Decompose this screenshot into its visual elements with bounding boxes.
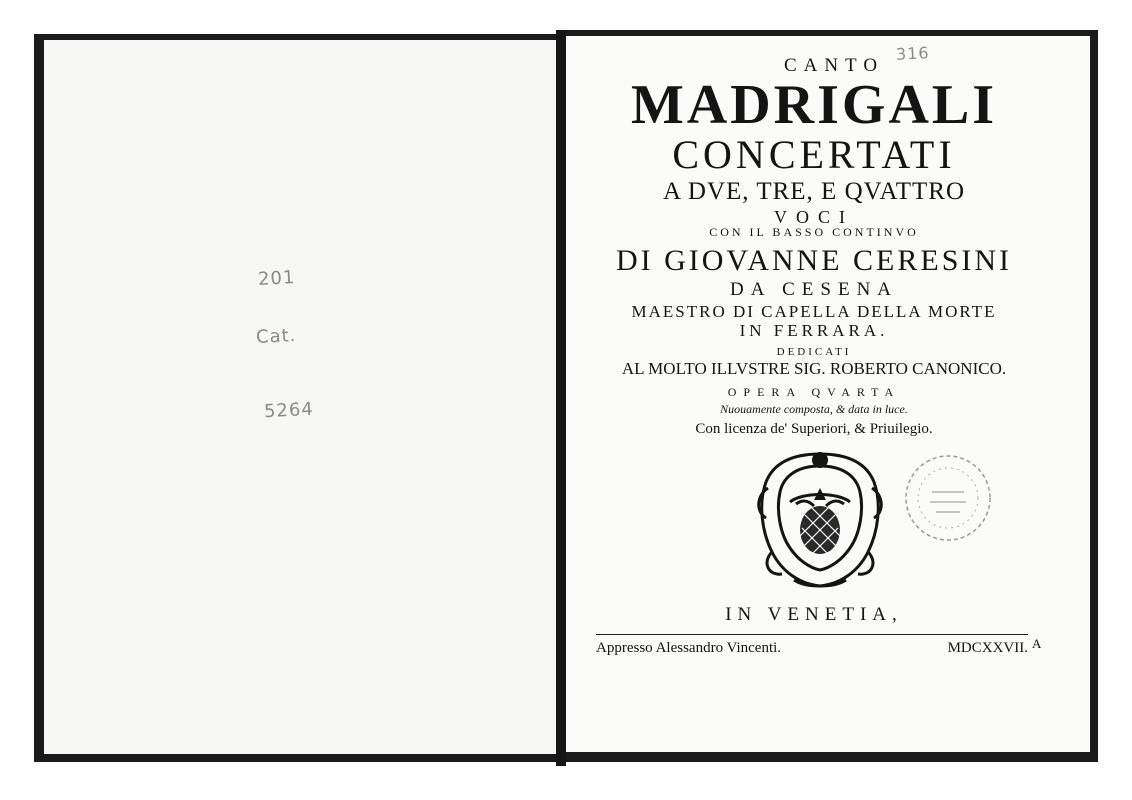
- book-spine: [556, 30, 566, 766]
- title-sub: CONCERTATI: [672, 132, 956, 177]
- imprint-line: [596, 640, 1028, 657]
- basso-continuo-line: CON IL BASSO CONTINVO: [709, 225, 919, 239]
- pencil-note-1: 201: [257, 267, 296, 290]
- dedicati-line: DEDICATI: [776, 346, 852, 358]
- post-line: MAESTRO DI CAPELLA DELLA MORTE: [631, 302, 997, 321]
- dedicatee-line: AL MOLTO ILLVSTRE SIG. ROBERTO CANONICO.: [621, 359, 1007, 378]
- left-page: [34, 34, 560, 762]
- imprint-publisher: Appresso Alessandro Vincenti.: [596, 640, 782, 656]
- corner-pencil-note: 316: [895, 43, 931, 64]
- printer-device-emblem-icon: [754, 448, 886, 590]
- library-stamp-icon: [902, 452, 994, 544]
- pencil-note-3: 5264: [263, 398, 315, 423]
- title-main: MADRIGALI: [630, 74, 998, 136]
- origin-line: DA CESENA: [729, 279, 899, 300]
- place-line: IN FERRARA.: [739, 321, 889, 340]
- license-line: Con licenza de' Superiori, & Priuilegio.: [695, 421, 933, 437]
- composition-note: Nuouamente composta, & data in luce.: [720, 402, 908, 416]
- imprint-rule: [596, 634, 1028, 635]
- author-line: DI GIOVANNE CERESINI: [615, 244, 1013, 277]
- pencil-note-2: Cat.: [255, 324, 297, 349]
- part-label: CANTO: [783, 55, 885, 76]
- voci-line: VOCI: [774, 207, 854, 227]
- opus-line: OPERA QVARTA: [727, 385, 901, 399]
- imprint-year: MDCXXVII.: [947, 640, 1028, 656]
- title-block: [576, 48, 1052, 437]
- voices-line: A DVE, TRE, E QVATTRO: [662, 178, 966, 205]
- signature-mark: A: [1032, 636, 1042, 651]
- imprint-city: IN VENETIA,: [725, 604, 903, 625]
